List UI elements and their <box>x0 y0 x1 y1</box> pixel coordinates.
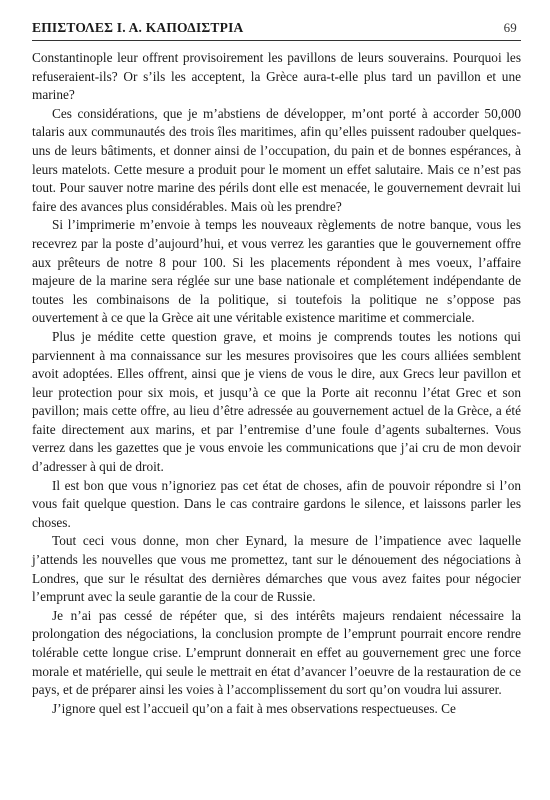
paragraph-3: Si l’imprimerie m’envoie à temps les nouveaux règlements de notre banque, vous les recevrez par la poste d’aujourd’hui, et vous verrez les garanties que le gouvernement offre aux prêteurs de notre 8 pour 100. Si les placements répondent à mes voeux, l’affaire majeure de la marine sera réglée sur une base nationale et complétement indépendante de toutes les combinaisons de la politique, si toutefois la politique ne s’oppose pas ouvertement à ce que la Grèce ait une véritable existence maritime et commerciale. <box>32 217 521 326</box>
running-header <box>32 20 521 41</box>
paragraph-6: Tout ceci vous donne, mon cher Eynard, la mesure de l’impatience avec laquelle j’attends les nouvelles que vous me promettez, tant sur le dénouement des négociations à Londres, que sur le résultat des dernières démarches que vous avez faites pour négocier l’emprunt avec la seule garantie de la cour de Russie. <box>32 533 521 605</box>
paragraph-8: J’ignore quel est l’accueil qu’on a fait à mes observations respectueuses. Ce <box>52 700 456 716</box>
running-title: ΕΠΙΣΤΟΛΕΣ Ι. Α. ΚΑΠΟΔΙΣΤΡΙΑ <box>32 20 244 35</box>
book-page <box>32 20 521 718</box>
paragraph-4: Plus je médite cette question grave, et moins je comprends toutes les notions qui parviennent à ma connaissance sur les mesures provisoires que les cours alliées semblent avoit adoptées. Elles offrent, ainsi que je viens de vous le dire, aux Grecs leur pavillon et leur protection pour six mois, et jusqu’à ce que la Porte ait reconnu l’état Grec et son pavillon; mais cette offre, au lieu d’être adressée au gouvernement actuel de la Grèce, a été faite directement aux marins, et par l’entremise d’une foule d’agents subalternes. Vous verrez dans les gazettes que je vous envoie les communications que j’ai cru de mon devoir d’adresser à qui de droit. <box>32 328 521 475</box>
body-text <box>32 49 521 718</box>
page-number: 69 <box>503 20 517 35</box>
paragraph-1: Constantinople leur offrent provisoirement les pavillons de leurs souverains. Pourquoi les refuseraient-ils? Or s’ils les acceptent, la Grèce aura-t-elle plus tard un pavillon et une marine? <box>32 50 521 103</box>
paragraph-5: Il est bon que vous n’ignoriez pas cet état de choses, afin de pouvoir répondre si l’on vous fait quelque question. Dans le cas contraire gardons le silence, et laissons parler les choses. <box>32 477 521 530</box>
paragraph-2: Ces considérations, que je m’abstiens de développer, m’ont porté à accorder 50,000 talaris aux communautés des trois îles maritimes, afin qu’elles puissent radouber quelques-uns de leurs bâtiments, et donner ainsi de l’occupation, du pain et de bonnes espérances, à leurs matelots. Cette mesure a produit pour le moment un effet salutaire. Mais ce n’est pas tout. Pour sauver notre marine des périls dont elle est menacée, le gouvernement devrait lui faire des avances plus considérables. Mais où les prendre? <box>32 105 521 214</box>
paragraph-7: Je n’ai pas cessé de répéter que, si des intérêts majeurs rendaient nécessaire la prolongation des négociations, la conclusion prompte de l’emprunt pourrait encore rendre tolérable cette longue crise. L’emprunt donnerait en effet au gouvernement grec une force morale et matérielle, qui seule le mettrait en état d’avancer l’oeuvre de la restauration de ce pays, et de préparer ainsi les voies à l’accomplissement du sort qu’on voudra lui assurer. <box>32 607 521 698</box>
